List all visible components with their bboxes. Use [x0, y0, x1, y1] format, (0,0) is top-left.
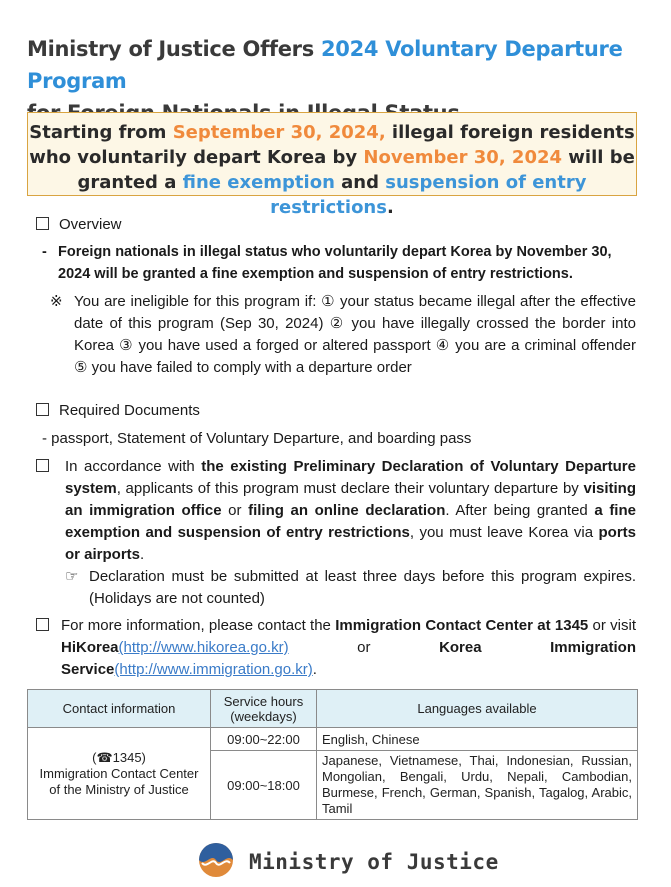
- banner-text: will be: [562, 147, 635, 168]
- declaration-part: , applicants of this program must declare their voluntary departure by: [116, 480, 584, 497]
- checkbox-square-icon: [36, 217, 49, 230]
- banner-text: granted a: [77, 172, 183, 193]
- hours-cell: 09:00~18:00: [211, 751, 317, 820]
- contact-phone: (☎1345): [92, 749, 146, 765]
- announcement-banner: [27, 112, 637, 218]
- required-dash: -: [42, 430, 47, 447]
- declaration-bold-exemption: a fine exemption and suspension of entry restrictions: [65, 502, 636, 541]
- required-heading-text: Required Documents: [59, 402, 200, 419]
- info-box: [36, 615, 59, 637]
- declaration-text: [65, 456, 636, 566]
- banner-text: and: [334, 172, 386, 193]
- table-header-hours: Service hours (weekdays): [211, 690, 317, 728]
- table-header-languages: Languages available: [317, 690, 638, 728]
- ineligibility-text: You are ineligible for this program if: ① your status became illegal after the effective date of this program (Sep 30, 2024) ② you have illegally crossed the border into Korea ③ you have used a forged or altered passport ④ you are a criminal offender ⑤ you have failed to comply with a departure order: [74, 293, 636, 376]
- declaration-bold-visit: visiting an immigration office: [65, 480, 636, 519]
- declaration-note-text: Declaration must be submitted at least three days before this program expires. (Holidays are not counted): [89, 568, 636, 607]
- declaration-box: [36, 456, 59, 478]
- required-item-text: passport, Statement of Voluntary Departure, and boarding pass: [51, 430, 472, 447]
- required-heading: [36, 400, 200, 422]
- overview-dash: -: [42, 244, 47, 260]
- checkbox-square-icon: [36, 618, 49, 631]
- contact-cell: [28, 728, 211, 820]
- banner-fine-exemption: fine exemption: [182, 172, 335, 193]
- declaration-bold-system: the existing Preliminary Declaration of Voluntary Departure system: [65, 458, 636, 497]
- hours-cell: 09:00~22:00: [211, 728, 317, 751]
- banner-text: Starting from: [29, 122, 173, 143]
- ministry-emblem-icon: [197, 841, 235, 884]
- banner-end-date: November 30, 2024: [363, 147, 563, 168]
- overview-bullet-line1: Foreign nationals in illegal status who voluntarily depart Korea by November 30,: [58, 244, 612, 260]
- banner-suspension: suspension of entry restrictions: [270, 172, 587, 218]
- footer-ministry-name: Ministry of Justice: [249, 850, 499, 874]
- overview-heading: [36, 214, 122, 236]
- table-header-row: [28, 690, 638, 728]
- declaration-part: In accordance with: [65, 458, 202, 475]
- info-text: [61, 615, 636, 681]
- declaration-note: [65, 566, 636, 610]
- ineligibility-note: [50, 291, 636, 379]
- checkbox-square-icon: [36, 403, 49, 416]
- info-contact-center: Immigration Contact Center at 1345: [335, 617, 589, 634]
- info-part: For more information, please contact the: [61, 617, 336, 634]
- overview-bullet: [58, 241, 638, 285]
- info-kis: Korea Immigration Service: [61, 639, 636, 678]
- title-part1: Ministry of Justice Offers: [27, 37, 321, 61]
- table-header-contact: Contact information: [28, 690, 211, 728]
- declaration-bold-online: filing an online declaration: [248, 502, 446, 519]
- info-hikorea: HiKorea: [61, 639, 119, 656]
- declaration-part: , you must leave Korea via: [409, 524, 599, 541]
- declaration-bold-ports: ports or airports: [65, 524, 636, 563]
- info-part: .: [312, 661, 317, 678]
- contact-name: Immigration Contact Center of the Ministry of Justice: [39, 765, 199, 797]
- title-highlight: 2024 Voluntary Departure Program: [27, 37, 623, 93]
- banner-text: who voluntarily depart Korea by: [29, 147, 364, 168]
- table-row: [28, 728, 638, 751]
- declaration-part: .: [140, 546, 145, 563]
- info-part: or visit: [588, 617, 636, 634]
- overview-bullet-line2: 2024 will be granted a fine exemption and suspension of entry restrictions.: [58, 266, 573, 282]
- contact-table: [27, 689, 638, 820]
- pointing-hand-icon: ☞: [65, 568, 79, 585]
- immigration-link[interactable]: (http://www.immigration.go.kr): [114, 661, 313, 678]
- banner-text: .: [386, 197, 394, 218]
- banner-start-date: September 30, 2024,: [172, 122, 386, 143]
- required-item: [42, 428, 471, 450]
- declaration-part: or: [221, 502, 249, 519]
- overview-heading-text: Overview: [59, 216, 122, 233]
- banner-text: illegal foreign residents: [385, 122, 635, 143]
- languages-cell: English, Chinese: [317, 728, 638, 751]
- checkbox-square-icon: [36, 459, 49, 472]
- languages-cell: Japanese, Vietnamese, Thai, Indonesian, Russian, Mongolian, Bengali, Urdu, Nepali, Cambodian, Burmese, French, German, Spanish, Tagalog, Arabic, Tamil: [317, 751, 638, 820]
- footer: [197, 842, 499, 882]
- reference-mark-icon: ※: [50, 293, 63, 310]
- info-part: or: [288, 639, 440, 656]
- hikorea-link[interactable]: (http://www.hikorea.go.kr): [118, 639, 289, 656]
- declaration-part: . After being granted: [445, 502, 595, 519]
